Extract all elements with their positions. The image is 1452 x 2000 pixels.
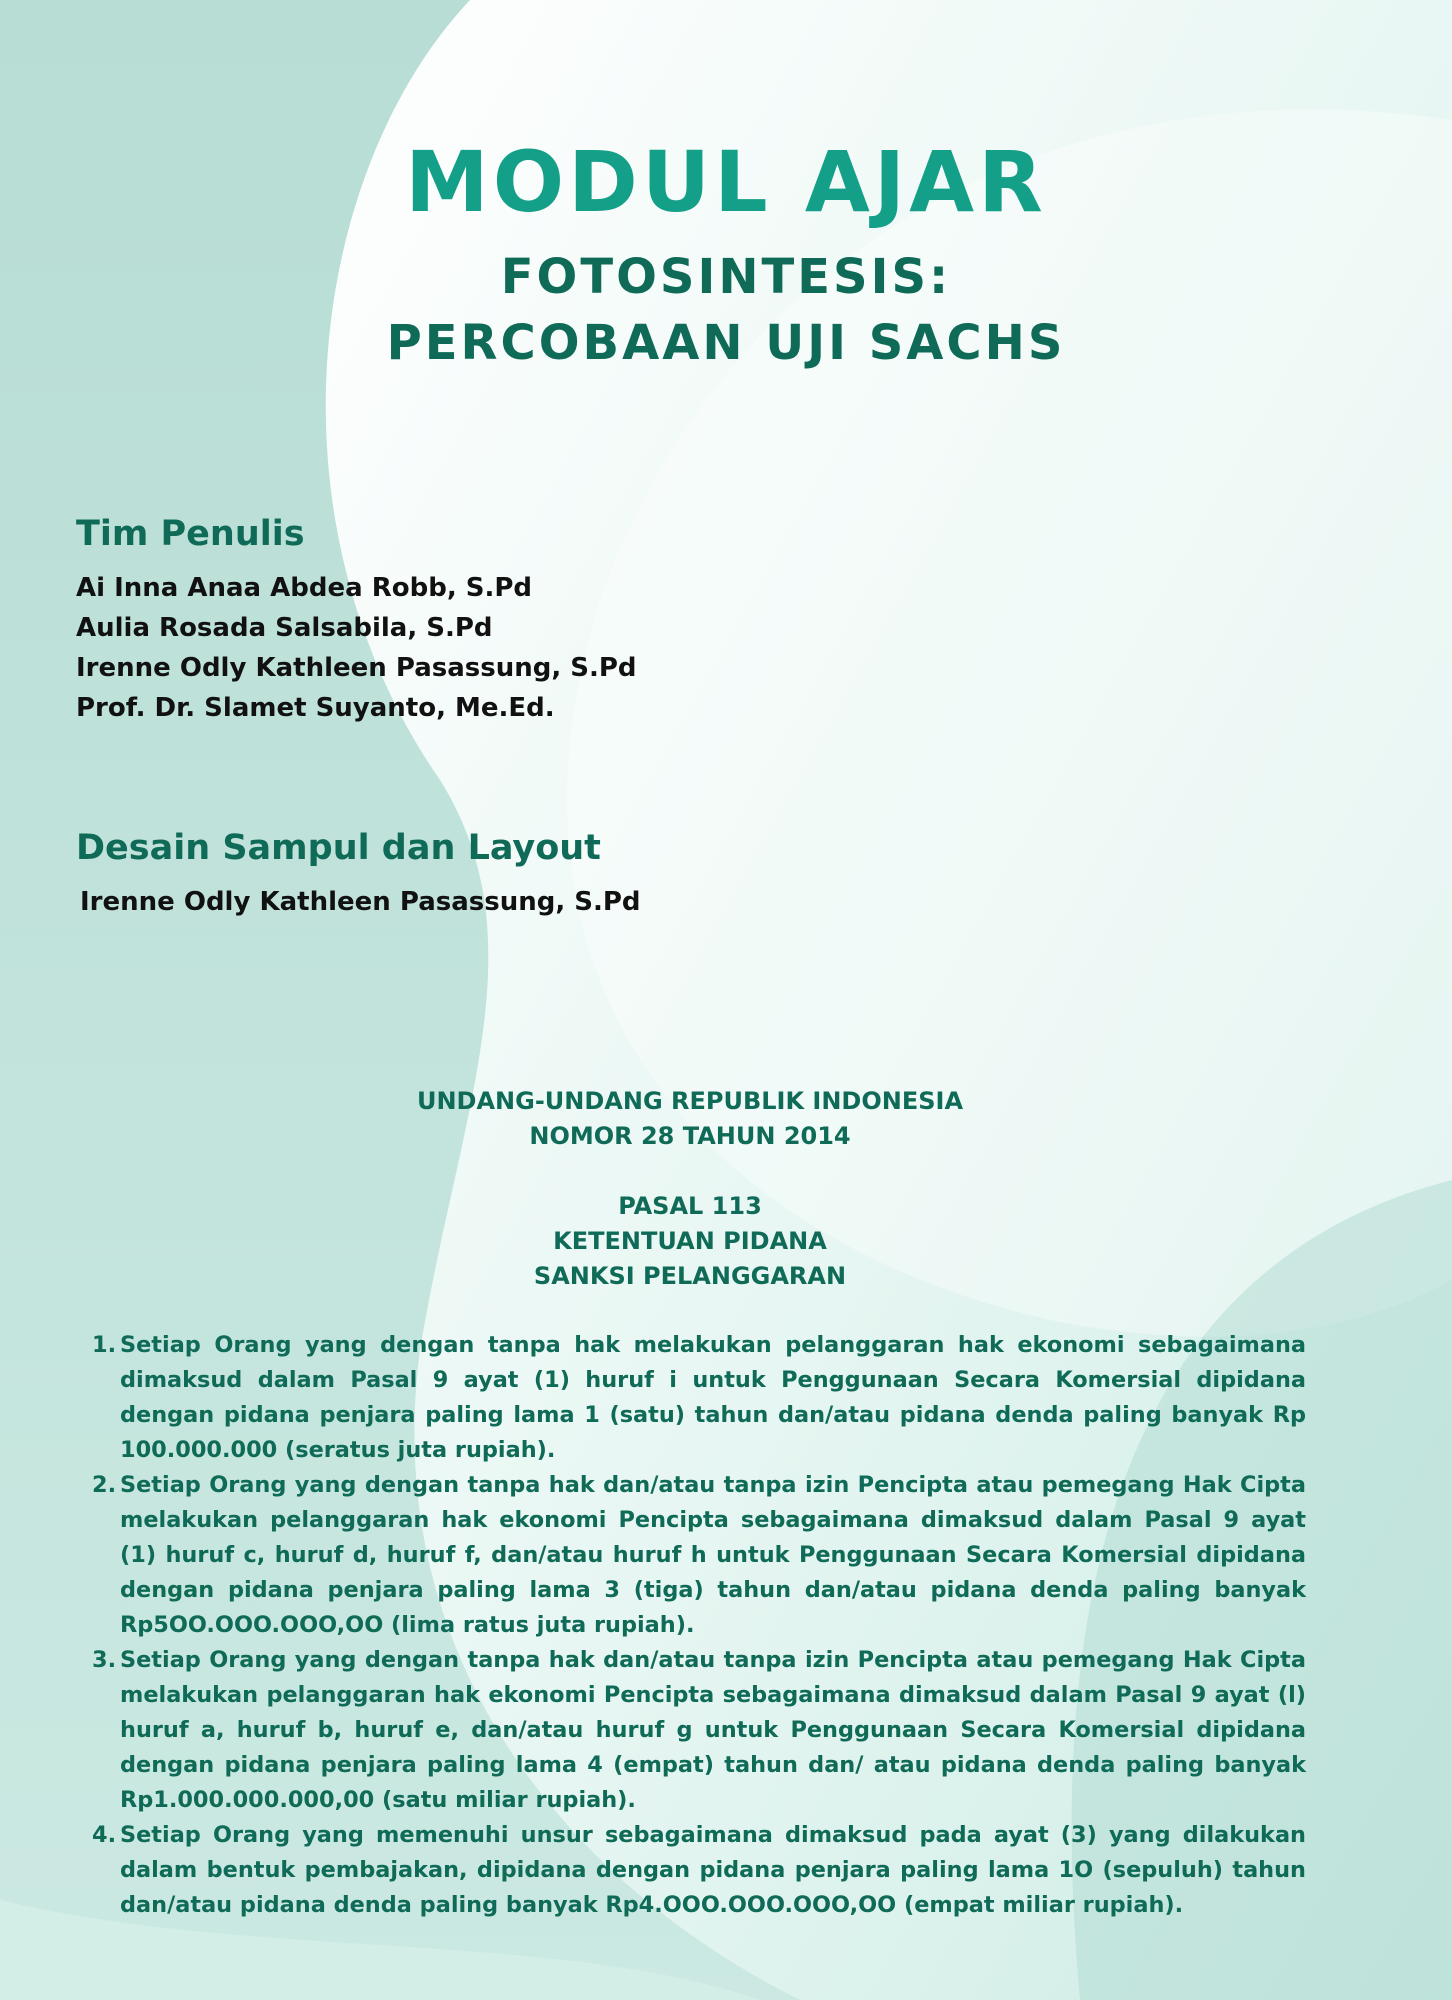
sanction-item [92,1818,1306,1923]
sanction-text: Setiap Orang yang dengan tanpa hak dan/atau tanpa izin Pencipta atau pemegang Hak Cipta melakukan pelanggaran hak ekonomi Pencipta sebagaimana dimaksud dalam Pasal 9 ayat (l) huruf a, huruf b, huruf e, dan/atau huruf g untuk Penggunaan Secara Komersial dipidana dengan pidana penjara paling lama 4 (empat) tahun dan/ atau pidana denda paling banyak Rp1.000.000.000,00 (satu miliar rupiah). [120,1647,1306,1813]
writer-name: Ai Inna Anaa Abdea Robb, S.Pd [76,573,533,603]
writer-name: Prof. Dr. Slamet Suyanto, Me.Ed. [76,693,555,723]
sanction-text: Setiap Orang yang memenuhi unsur sebagaimana dimaksud pada ayat (3) yang dilakukan dalam bentuk pembajakan, dipidana dengan pidana penjara paling lama 1O (sepuluh) tahun dan/atau pidana denda paling banyak Rp4.OOO.OOO.OOO,OO (empat miliar rupiah). [120,1822,1306,1918]
writer-name: Aulia Rosada Salsabila, S.Pd [76,613,493,643]
sanction-number: 3. [92,1647,117,1673]
design-heading: Desain Sampul dan Layout [76,828,601,868]
law-article [0,1189,1380,1294]
cover-subtitle-line2: PERCOBAAN UJI SACHS [386,315,1066,371]
cover-title: MODUL AJAR [405,133,1047,231]
article-number: PASAL 113 [618,1192,762,1220]
article-provision: KETENTUAN PIDANA [553,1227,827,1255]
writer-name: Irenne Odly Kathleen Pasassung, S.Pd [76,653,637,683]
cover-subtitle-line1: FOTOSINTESIS: [500,249,952,305]
design-list [80,882,641,922]
article-sanction: SANKSI PELANGGARAN [533,1262,847,1290]
sanction-item [92,1643,1306,1818]
sanction-number: 1. [92,1332,117,1358]
sanction-number: 4. [92,1822,117,1848]
law-title-line1: UNDANG-UNDANG REPUBLIK INDONESIA [416,1087,964,1115]
writers-heading: Tim Penulis [76,514,305,554]
sanction-item [92,1328,1306,1468]
sanctions-list [92,1328,1306,1923]
law-title-line2: NOMOR 28 TAHUN 2014 [529,1122,851,1150]
sanction-text: Setiap Orang yang dengan tanpa hak melakukan pelanggaran hak ekonomi sebagaimana dimaksud dalam Pasal 9 ayat (1) huruf i untuk Penggunaan Secara Komersial dipidana dengan pidana penjara paling lama 1 (satu) tahun dan/atau pidana denda paling banyak Rp 100.000.000 (seratus juta rupiah). [120,1332,1306,1463]
writers-list [76,568,637,728]
law-title [0,1084,1380,1154]
sanction-number: 2. [92,1472,117,1498]
sanction-item [92,1468,1306,1643]
cover-subtitle [0,244,1452,376]
designer-name: Irenne Odly Kathleen Pasassung, S.Pd [80,887,641,917]
sanction-text: Setiap Orang yang dengan tanpa hak dan/atau tanpa izin Pencipta atau pemegang Hak Cipta melakukan pelanggaran hak ekonomi Pencipta sebagaimana dimaksud dalam Pasal 9 ayat (1) huruf c, huruf d, huruf f, dan/atau huruf h untuk Penggunaan Secara Komersial dipidana dengan pidana penjara paling lama 3 (tiga) tahun dan/atau pidana denda paling banyak Rp5OO.OOO.OOO,OO (lima ratus juta rupiah). [120,1472,1306,1638]
